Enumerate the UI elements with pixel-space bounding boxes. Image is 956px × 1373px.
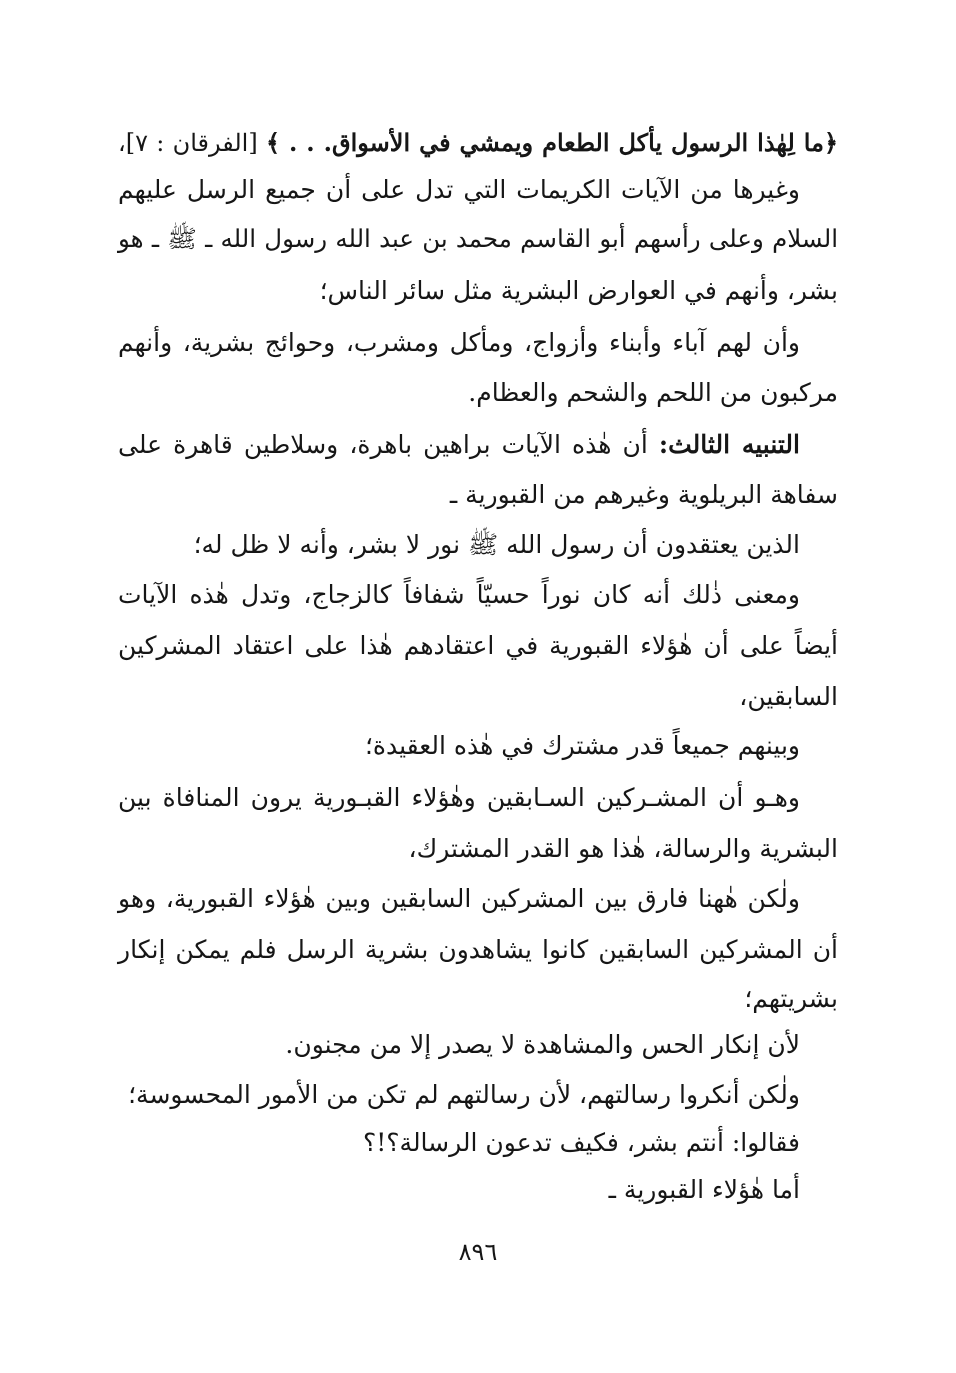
text-line (118, 165, 800, 215)
line-text: أن هٰذه الآيات براهين باهرة، وسلاطين قاهرة على (118, 430, 659, 459)
line-text: ومعنى ذٰلك أنه كان نوراً حسيّاً شفافاً كالزجاج، وتدل هٰذه الآيات (118, 580, 800, 609)
line-text: ولٰكن أنكروا رسالتهم، لأن رسالتهم لم تكن من الأمور المحسوسة؛ (128, 1080, 800, 1109)
text-line (118, 470, 838, 520)
line-text: مركبون من اللحم والشحم والعظام. (468, 378, 838, 407)
text-line (118, 1118, 800, 1168)
line-text: سفاهة البريلوية وغيرهم من القبورية ـ (449, 480, 838, 509)
line-text: أن المشركين السابقين كانوا يشاهدون بشرية الرسل فلم يمكن إنكار (118, 935, 838, 964)
line-text: البشرية والرسالة، هٰذا هو القدر المشترك، (408, 834, 838, 863)
text-line (118, 925, 838, 975)
text-line (118, 420, 800, 470)
line-text: بشر، وأنهم في العوارض البشرية مثل سائر الناس؛ (319, 276, 838, 305)
text-line (118, 266, 838, 316)
text-line (118, 214, 838, 264)
line-text: لأن إنكار الحس والمشاهدة لا يصدر إلا من مجنون. (285, 1030, 800, 1059)
text-line (118, 974, 838, 1024)
line-text: الذين يعتقدون أن رسول الله ﷺ نور لا بشر، وأنه لا ظل له؛ (193, 530, 800, 559)
line-text: فقالوا: أنتم بشر، فكيف تدعون الرسالة؟!؟ (362, 1128, 800, 1157)
text-line (118, 773, 800, 823)
line-text: بشريتهم؛ (744, 984, 838, 1013)
text-line (118, 721, 800, 771)
text-line (118, 520, 800, 570)
text-line (118, 570, 800, 620)
quran-quote: ﴿ما لِهٰذا الرسول يأكل الطعام ويمشي في الأسواق. . . ﴾ (265, 128, 839, 157)
text-line (118, 874, 800, 924)
line-text: [الفرقان : ٧]، (118, 129, 266, 157)
line-text: السابقين، (739, 682, 838, 711)
line-text: أيضاً على أن هٰؤلاء القبورية في اعتقادهم هٰذا على اعتقاد المشركين (118, 631, 838, 660)
line-text: أما هٰؤلاء القبورية ـ (608, 1175, 800, 1204)
text-line (118, 672, 838, 722)
line-text: السلام وعلى رأسهم أبو القاسم محمد بن عبد الله رسول الله ـ ﷺ ـ هو (118, 224, 838, 253)
line-text: وغيرها من الآيات الكريمات التي تدل على أن جميع الرسل عليهم (118, 175, 800, 204)
section-heading: التنبيه الثالث: (658, 430, 801, 459)
line-text: وبينهم جميعاً قدر مشترك في هٰذه العقيدة؛ (364, 731, 800, 760)
text-line (118, 318, 800, 368)
text-line (118, 1020, 800, 1070)
text-line (118, 824, 838, 874)
text-line (118, 1070, 800, 1120)
line-text: وهـو أن المشـركين السـابقين وهٰؤلاء القبـورية يرون المنافاة بين (118, 783, 800, 812)
text-line (118, 118, 838, 168)
line-text: وأن لهم آباء وأبناء وأزواج، ومأكل ومشرب، وحوائج بشرية، وأنهم (118, 328, 800, 357)
text-line (118, 1165, 800, 1215)
line-text: ولٰكن هٰهنا فارق بين المشركين السابقين وبين هٰؤلاء القبورية، وهو (118, 884, 800, 913)
page-number: ٨٩٦ (458, 1238, 498, 1266)
text-line (118, 621, 838, 671)
text-line (118, 368, 838, 418)
